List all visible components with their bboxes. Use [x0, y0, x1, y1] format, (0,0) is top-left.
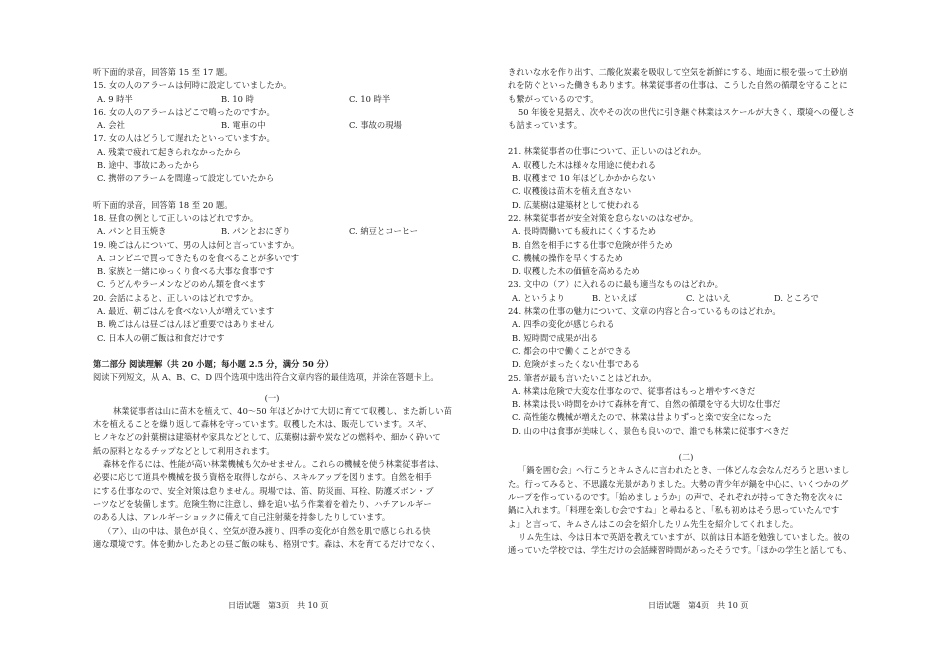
passage-line: 通っていた学校では、学生だけの会話練習時間があったそうです。「ほかの学生と話しても、 [508, 545, 852, 556]
option: A. 長時間働いても疲れにくくするため [512, 226, 657, 237]
option: D. 山の中は食事が美味しく、景色も良いので、誰でも林業に従事すべきだ [512, 425, 789, 436]
option: B. 電車の中 [221, 120, 266, 131]
listening-intro-15-17: 听下面的录音，回答第 15 至 17 题。 [93, 67, 233, 77]
option: B. 短時間で成果が出る [512, 332, 599, 343]
passage-line: 「鍋を囲む会」へ行こうとキムさんに言われたとき、一体どんな会なんだろうと思いまし [518, 465, 850, 476]
passage-line: 適な環境です。体を動かしたあとの昼ご飯の味も、格別です。森は、木を育てるだけでなく、 [93, 538, 440, 549]
passage-line: 紙の原料となるチップなどとして利用されます。 [93, 445, 275, 456]
option: C. 納豆とコーヒー [349, 226, 419, 237]
question-17-stem: 17. 女の人はどうして遅れたといっていますか。 [93, 133, 275, 144]
passage-line: 森林を作るには、性能が高い林業機械も欠かせません。これらの機械を使う林業従事者は、 [103, 459, 444, 470]
passage-line: （ア）、山の中は、景色が良く、空気が澄み渡り、四季の変化が自然を肌で感じられる快 [103, 525, 431, 536]
question-15-stem: 15. 女の人のアラームは何時に設定していましたか。 [93, 80, 292, 91]
passage-line: れを防ぐといった働きもあります。林業従事者の仕事は、こうした自然の循環を守ることに [508, 80, 848, 91]
passage-1-body [93, 405, 451, 551]
option: A. 林業は危険で大変な仕事なので、従事者はもっと増やすべきだ [512, 385, 756, 396]
question-16-stem: 16. 女の人のアラームはどこで鳴ったのですか。 [93, 106, 275, 117]
page-footer-right: 日语试题 第4页 共 10 页 [648, 601, 749, 610]
question-18-stem: 18. 昼食の例として正しいのはどれですか。 [93, 212, 259, 223]
option: A. 収穫した木は様々な用途に使われる [512, 159, 657, 170]
option: D. ところで [774, 292, 819, 303]
left-page [93, 66, 451, 551]
option: B. 途中、事故にあったから [97, 160, 200, 171]
question-24-stem: 24. 林業の仕事の魅力について、文章の内容と合っているものはどれか。 [508, 306, 781, 317]
passage-line: リム先生は、今は日本で英語を教えていますが、以前は日本語を勉強していました。彼の [518, 531, 850, 542]
option: B. 晩ごはんは昼ごはんほど重要ではありません [97, 319, 275, 330]
option: B. 家族と一緒にゆっくり食べる大事な食事です [97, 266, 275, 277]
question-23-options [508, 292, 864, 305]
question-23-stem: 23. 文中の（ア）に入れるのに最も適当なものはどれか。 [508, 279, 723, 290]
question-15-options [93, 93, 451, 106]
option: A. 四季の変化が感じられる [512, 319, 615, 330]
option: B. 自然を相手にする仕事で危険が伴うため [512, 239, 673, 250]
option: B. 収穫まで 10 年ほどしかかからない [512, 173, 656, 184]
passage-line: 50 年後を見据え、次やその次の世代に引き継ぐ林業はスケールが大きく、環境への優しさ [518, 106, 855, 117]
option: C. 収穫後は苗木を植え直さない [512, 186, 632, 197]
question-21-stem: 21. 林業従事者の仕事について、正しいのはどれか。 [508, 146, 707, 157]
passage-line: にする仕事なので、安全対策は怠りません。現場では、笛、防災面、耳栓、防護ズボン・ブ [93, 485, 434, 496]
passage-line: きれいな水を作り出す、二酸化炭素を吸収して空気を新鮮にする、地面に根を張って土砂崩 [508, 67, 848, 77]
option: A. 最近、朝ごはんを食べない人が増えています [97, 306, 275, 317]
passage-line: ーツなどを装備します。危険生物に注意し、蜂を追い払う作業着を着たり、ハチアレルギー [93, 498, 432, 509]
option: C. 都会の中で働くことができる [512, 345, 632, 356]
page-footer-left: 日语试题 第3页 共 10 页 [228, 601, 329, 610]
option: A. 会社 [97, 120, 125, 131]
question-18-options [93, 225, 451, 238]
option: C. 高性能な機械が増えたので、林業は昔よりずっと楽で安全になった [512, 412, 772, 423]
listening-intro-18-20: 听下面的录音，回答第 18 至 20 题。 [93, 199, 233, 210]
option: C. 携帯のアラームを間違って設定していたから [97, 173, 275, 184]
passage-2-body [508, 464, 864, 557]
passage-line: も詰まっています。 [508, 120, 583, 131]
right-page [508, 66, 864, 557]
passage-line: ループを作っているのです。「始めましょうか」の声で、それぞれが持ってきた物を次々に [508, 491, 843, 502]
option: A. というより [512, 292, 565, 303]
question-19-stem: 19. 晩ごはんについて、男の人は何と言っていますか。 [93, 239, 300, 250]
passage-2-title: (二) [678, 452, 694, 463]
option: A. パンと目玉焼き [97, 226, 167, 237]
question-25-stem: 25. 筆者が最も言いたいことはどれか。 [508, 372, 657, 383]
passage-line: 鍋に入れます。「料理を楽しむ会ですね」と尋ねると、「私も初めはそう思っていたんです [508, 505, 840, 516]
option: A. 残業で疲れて起きられなかったから [97, 146, 242, 157]
passage-line: た。行ってみると、不思議な光景がありました。大勢の青少年が鍋を中心に、いくつかのグ [508, 478, 849, 489]
question-22-stem: 22. 林業従事者が安全対策を怠らないのはなぜか。 [508, 212, 699, 223]
option: B. 林業は長い時間をかけて森林を育て、自然の循環を守る大切な仕事だ [512, 399, 781, 410]
option: D. 危険がまったくない仕事である [512, 359, 640, 370]
option: A. 9 時半 [97, 93, 133, 104]
question-20-stem: 20. 会話によると、正しいのはどれですか。 [93, 292, 259, 303]
passage-line: よ」と言って、キムさんはこの会を紹介したリム先生を紹介してくれました。 [508, 518, 799, 529]
option: C. とはいえ [686, 292, 731, 303]
option: C. 10 時半 [349, 93, 391, 104]
passage-1-title: (一) [264, 392, 280, 403]
option: A. コンビニで買ってきたものを食べることが多いです [97, 252, 300, 263]
part2-instructions: 阅读下列短文，从 A、B、C、D 四个选项中选出符合文章内容的最佳选项，并涂在答题卡上。 [93, 372, 439, 383]
option: D. 収穫した木の価値を高めるため [512, 266, 640, 277]
option: B. 10 時 [221, 93, 254, 104]
passage-line: ヒノキなどの針葉樹は建築材や家具などとして、広葉樹は薪や炭などの燃料や、細かく砕いて [93, 432, 441, 443]
option: C. 日本人の朝ご飯は和食だけです [97, 332, 225, 343]
passage-line: 林業従事者は山に苗木を植えて、40～50 年ほどかけて大切に育てて収穫し、また新しい苗 [113, 405, 452, 416]
question-16-options [93, 119, 451, 132]
part2-title: 第二部分 阅读理解（共 20 小题；每小题 2.5 分，满分 50 分） [93, 358, 334, 369]
option: B. といえば [592, 292, 637, 303]
passage-line: 必要に応じて道具や機械を扱う資格を取得しながら、スキルアップを図ります。自然を相手 [93, 472, 432, 483]
passage-line: も繋がっているのです。 [508, 93, 599, 104]
option: D. 広葉樹は建築材として使われる [512, 199, 640, 210]
option: C. 事故の現場 [349, 120, 402, 131]
option: B. パンとおにぎり [221, 226, 291, 237]
passage-line: 木を植えることを繰り返して森林を守っています。収穫した木は、販売しています。スギ、 [93, 419, 432, 430]
option: C. 機械の操作を早くするため [512, 252, 623, 263]
passage-line: のある人は、アレルギーショックに備えて自己注射薬を持参したりしています。 [93, 512, 391, 523]
option: C. うどんやラーメンなどのめん類を食べます [97, 279, 266, 290]
